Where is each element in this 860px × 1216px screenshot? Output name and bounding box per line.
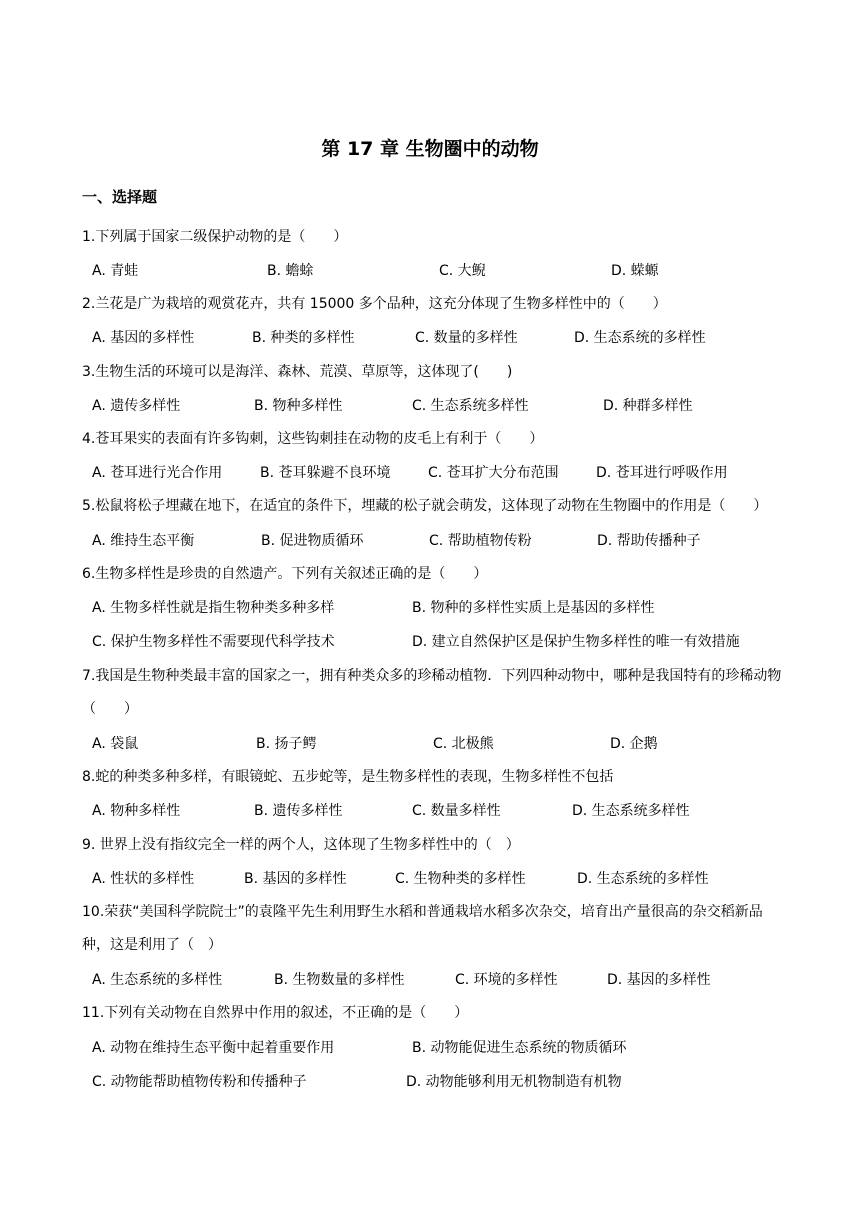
option-c: C. 大鲵: [439, 263, 486, 279]
options-6-row-1: [92, 597, 792, 619]
question-10: 10.荣获“美国科学院院士”的袁隆平先生利用野生水稻和普通栽培水稻多次杂交，培育出产量很高的杂交稻新品种，这是利用了（ ）: [82, 904, 763, 953]
options-9: [92, 868, 792, 890]
option-d: D. 建立自然保护区是保护生物多样性的唯一有效措施: [412, 634, 740, 650]
option-d: D. 生态系统多样性: [572, 803, 690, 819]
option-c: C. 生物种类的多样性: [395, 871, 526, 887]
option-a: A. 性状的多样性: [92, 871, 195, 887]
options-10: [92, 969, 792, 991]
option-c: C. 保护生物多样性不需要现代科学技术: [92, 634, 335, 650]
option-b: B. 生物数量的多样性: [274, 972, 405, 988]
question-8: 8.蛇的种类多种多样，有眼镜蛇、五步蛇等，是生物多样性的表现，生物多样性不包括: [82, 769, 614, 785]
page-title: 第 17 章 生物圈中的动物: [321, 138, 539, 160]
option-a: A. 基因的多样性: [92, 330, 195, 346]
option-b: B. 苍耳躲避不良环境: [260, 465, 391, 481]
question-7: 7.我国是生物种类最丰富的国家之一，拥有种类众多的珍稀动植物．下列四种动物中，哪种是我国特有的珍稀动物（ ）: [82, 668, 782, 717]
options-2: [92, 327, 792, 349]
option-a: A. 动物在维持生态平衡中起着重要作用: [92, 1040, 335, 1056]
option-a: A. 维持生态平衡: [92, 533, 195, 549]
option-c: C. 数量的多样性: [415, 330, 518, 346]
option-c: C. 苍耳扩大分布范围: [428, 465, 559, 481]
option-b: B. 物种多样性: [254, 398, 343, 414]
option-c: C. 动物能帮助植物传粉和传播种子: [92, 1074, 307, 1090]
option-b: B. 物种的多样性实质上是基因的多样性: [412, 600, 655, 616]
options-5: [92, 530, 792, 552]
options-11-row-1: [92, 1037, 792, 1059]
option-a: A. 生物多样性就是指生物种类多种多样: [92, 600, 335, 616]
option-b: B. 促进物质循环: [261, 533, 364, 549]
option-b: B. 种类的多样性: [252, 330, 355, 346]
option-b: B. 扬子鳄: [256, 736, 317, 752]
options-8: [92, 800, 792, 822]
option-b: B. 遗传多样性: [254, 803, 343, 819]
question-6: 6.生物多样性是珍贵的自然遗产。下列有关叙述正确的是（ ）: [82, 566, 488, 582]
question-4: 4.苍耳果实的表面有许多钩刺，这些钩刺挂在动物的皮毛上有利于（ ）: [82, 431, 544, 447]
option-d: D. 基因的多样性: [607, 972, 711, 988]
option-d: D. 生态系统的多样性: [577, 871, 709, 887]
question-2: 2.兰花是广为栽培的观赏花卉，共有 15000 多个品种，这充分体现了生物多样性中的（ ）: [82, 296, 667, 312]
option-d: D. 苍耳进行呼吸作用: [596, 465, 728, 481]
option-c: C. 帮助植物传粉: [429, 533, 532, 549]
option-c: C. 北极熊: [433, 736, 494, 752]
options-11-row-2: [92, 1071, 792, 1093]
option-d: D. 种群多样性: [603, 398, 693, 414]
question-1: 1.下列属于国家二级保护动物的是（ ）: [82, 229, 348, 245]
option-a: A. 青蛙: [92, 263, 139, 279]
option-b: B. 基因的多样性: [244, 871, 347, 887]
option-a: A. 袋鼠: [92, 736, 139, 752]
option-a: A. 物种多样性: [92, 803, 181, 819]
option-c: C. 数量多样性: [412, 803, 501, 819]
option-c: C. 生态系统多样性: [412, 398, 529, 414]
question-9: 9. 世界上没有指纹完全一样的两个人，这体现了生物多样性中的（ ）: [82, 837, 520, 853]
options-7: [92, 733, 792, 755]
option-a: A. 苍耳进行光合作用: [92, 465, 223, 481]
question-5: 5.松鼠将松子埋藏在地下，在适宜的条件下，埋藏的松子就会萌发，这体现了动物在生物圈中的作用是（ ）: [82, 498, 768, 514]
options-1: [92, 260, 792, 282]
option-d: D. 生态系统的多样性: [574, 330, 706, 346]
option-c: C. 环境的多样性: [455, 972, 558, 988]
option-b: B. 动物能促进生态系统的物质循环: [412, 1040, 627, 1056]
option-b: B. 蟾蜍: [267, 263, 314, 279]
question-3: 3.生物生活的环境可以是海洋、森林、荒漠、草原等，这体现了( ): [82, 364, 513, 380]
question-11: 11.下列有关动物在自然界中作用的叙述，不正确的是（ ）: [82, 1005, 469, 1021]
options-3: [92, 395, 792, 417]
option-d: D. 帮助传播种子: [597, 533, 701, 549]
option-a: A. 遗传多样性: [92, 398, 181, 414]
option-d: D. 动物能够利用无机物制造有机物: [406, 1074, 622, 1090]
options-6-row-2: [92, 631, 792, 653]
section-heading: 一、选择题: [82, 188, 158, 206]
option-d: D. 企鹅: [610, 736, 658, 752]
option-d: D. 蝾螈: [611, 263, 659, 279]
options-4: [92, 462, 792, 484]
option-a: A. 生态系统的多样性: [92, 972, 223, 988]
